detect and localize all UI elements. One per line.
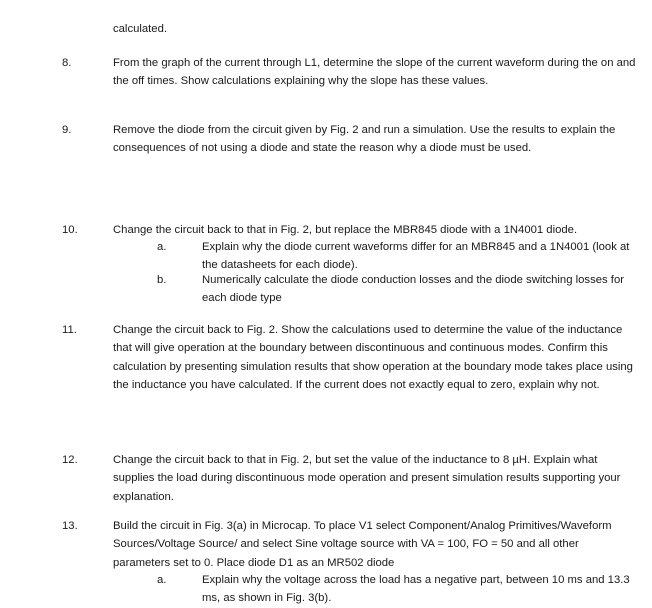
item-text-8: From the graph of the current through L1, determine the slope of the current waveform during the on and the off times. Show calculations explaining why the slope has these values. (113, 57, 636, 88)
subitem-letter-10b: b. (157, 274, 167, 286)
item-number-11: 11. (62, 324, 77, 336)
subitem-text-10b: Numerically calculate the diode conduction losses and the diode switching losses for each diode type (202, 274, 624, 305)
item-number-8: 8. (62, 57, 72, 69)
item-text-13: Build the circuit in Fig. 3(a) in Microcap. To place V1 select Component/Analog Primitives/Waveform Sources/Voltage Source/ and select Sine voltage source with VA = 100, FO = 50 and all other parameters set to 0. Place diode D1 as an MR502 diode (113, 520, 612, 569)
subitem-text-10a: Explain why the diode current waveforms differ for an MBR845 and a 1N4001 (look at the datasheets for each diode). (202, 241, 630, 272)
continued-text: calculated. (113, 23, 168, 35)
subitem-letter-10a: a. (157, 241, 167, 253)
item-text-11: Change the circuit back to Fig. 2. Show the calculations used to determine the value of the inductance that will give operation at the boundary between discontinuous and continuous modes. Confirm this calculation by presenting simulation results that show operation at the boundary mode takes place using the inductance you have calculated. If the current does not exactly equal to zero, explain why not. (113, 324, 633, 391)
item-number-12: 12. (62, 454, 78, 466)
subitem-letter-13a: a. (157, 574, 167, 586)
item-number-10: 10. (62, 224, 78, 236)
item-number-13: 13. (62, 520, 78, 532)
item-text-10: Change the circuit back to that in Fig. 2, but replace the MBR845 diode with a 1N4001 diode. (113, 224, 578, 236)
item-text-9: Remove the diode from the circuit given by Fig. 2 and run a simulation. Use the results to explain the consequences of not using a diode and state the reason why a diode must be used. (113, 124, 616, 155)
item-number-9: 9. (62, 124, 72, 136)
subitem-text-13a: Explain why the voltage across the load has a negative part, between 10 ms and 13.3 ms, as shown in Fig. 3(b). (202, 574, 630, 605)
item-text-12: Change the circuit back to that in Fig. 2, but set the value of the inductance to 8 µH. Explain what supplies the load during discontinuous mode operation and present simulation results supporting your explanation. (113, 454, 621, 503)
